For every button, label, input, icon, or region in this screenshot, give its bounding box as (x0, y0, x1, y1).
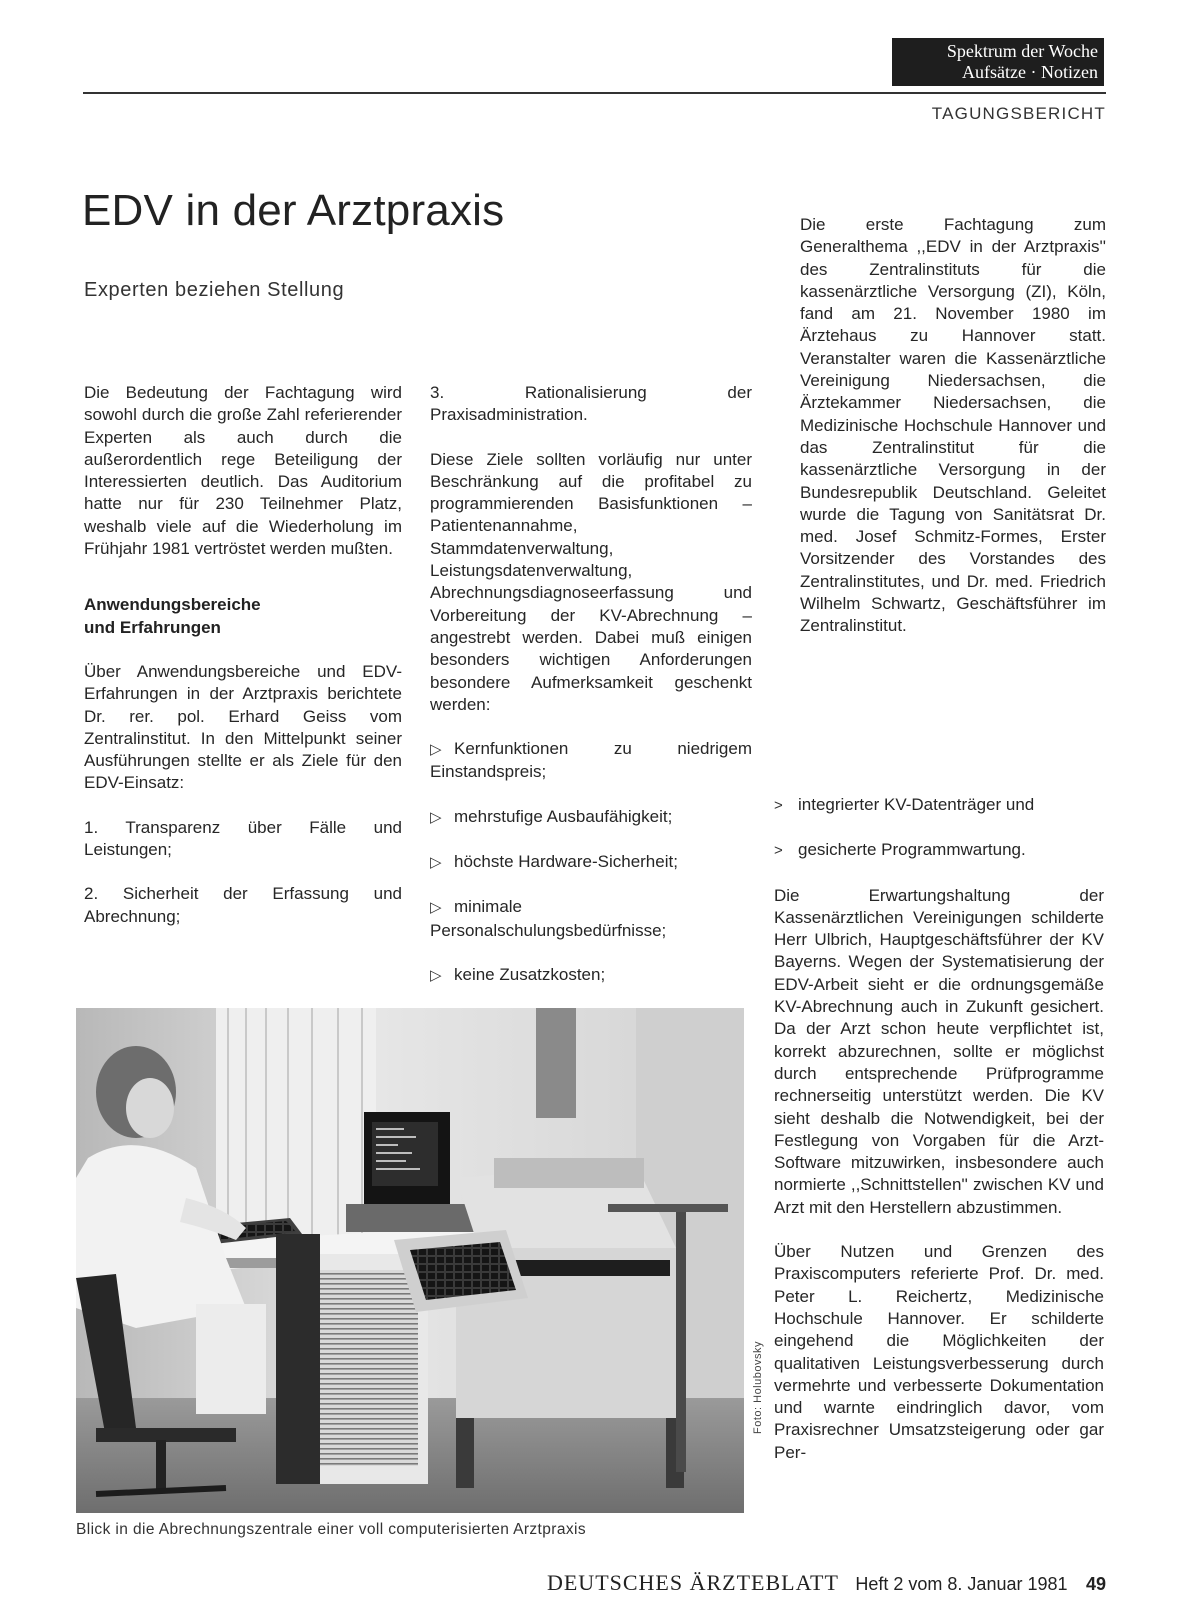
journal-name: DEUTSCHES ÄRZTEBLATT (546, 1570, 839, 1595)
section-heading-line-2: und Erfahrungen (84, 617, 221, 637)
issue-info: Heft 2 vom 8. Januar 1981 (855, 1574, 1068, 1594)
section-heading (84, 594, 402, 639)
photo-caption: Blick in die Abrechnungszentrale einer voll computerisierten Arztpraxis (76, 1521, 586, 1538)
section-badge (892, 38, 1104, 86)
office-photo (76, 1008, 744, 1513)
triangle-bullet-icon: ▷ (430, 741, 442, 759)
article-title: EDV in der Arztpraxis (82, 186, 505, 235)
page-number: 49 (1085, 1574, 1106, 1594)
triangle-bullet-icon: ▷ (430, 854, 442, 872)
text-column-1 (84, 382, 402, 928)
bullet-text: minimale Personalschulungsbedürfnisse; (430, 897, 667, 940)
bullet-item (430, 964, 752, 987)
intro-column (800, 214, 1106, 638)
paragraph: Diese Ziele sollten vorläufig nur unter Beschränkung auf die profitabel zu programmierenden Basisfunktionen – Patientenannahme, Stammdatenverwaltung, Leistungsdatenverwaltung, Abrechnungsdiagnoseerfassung und Vorbereitung der KV-Abrechnung – angestrebt werden. Dabei muß einigen besonders wichtigen Anforderungen besondere Aufmerksamkeit geschenkt werden: (430, 449, 752, 714)
bullet-item (774, 839, 1104, 862)
triangle-bullet-icon: ▷ (430, 899, 442, 917)
section-heading-line-1: Anwendungsbereiche (84, 595, 261, 615)
section-line-1: Spektrum der Woche (946, 41, 1098, 61)
header-rule (83, 92, 1106, 94)
kicker: TAGUNGSBERICHT (931, 104, 1106, 123)
bullet-text: gesicherte Programmwartung. (798, 840, 1026, 860)
chevron-bullet-icon: > (774, 797, 783, 814)
article-subtitle: Experten beziehen Stellung (84, 279, 345, 301)
bullet-item (430, 851, 752, 874)
paragraph: Die Bedeutung der Fachtagung wird sowohl durch die große Zahl referierender Experten als auch durch die außerordentlich rege Beteiligung der Interessierten deutlich. Das Auditorium hatte nur für 230 Teilnehmer Platz, weshalb viele auf die Wiederholung im Frühjahr 1981 vertröstet werden mußten. (84, 383, 402, 559)
bullet-item (430, 806, 752, 829)
bullet-text: integrierter KV-Datenträger und (798, 795, 1035, 814)
triangle-bullet-icon: ▷ (430, 808, 442, 826)
page-footer (547, 1570, 1106, 1596)
bullet-text: mehrstufige Ausbaufähigkeit; (454, 806, 673, 826)
bullet-text: keine Zusatzkosten; (454, 964, 606, 984)
intro-paragraph: Die erste Fachtagung zum Generalthema ,,EDV in der Arztpraxis'' des Zentralinstituts für die kassenärztliche Versorgung (ZI), Köln, fand am 21. November 1980 im Ärztehaus zu Hannover statt. Veranstalter waren die Kassenärztliche Vereinigung Niedersachsen, die Ärztekammer Niedersachsen, die Medizinische Hochschule Hannover und das Zentralinstitut für die kassenärztliche Versorgung in der Bundesrepublik Deutschland. Geleitet wurde die Tagung von Sanitätsrat Dr. med. Josef Schmitz-Formes, Erster Vorsitzender des Vorstandes des Zentralinstitutes, und Dr. med. Friedrich Wilhelm Schwartz, Geschäftsführer im Zentralinstitut. (800, 215, 1106, 636)
list-item: 2. Sicherheit der Erfassung und Abrechnung; (84, 884, 402, 926)
text-column-3 (774, 794, 1104, 1464)
section-line-2: Aufsätze · Notizen (962, 62, 1098, 82)
list-item: 1. Transparenz über Fälle und Leistungen; (84, 817, 402, 860)
paragraph: Über Anwendungsbereiche und EDV-Erfahrungen in der Arztpraxis berichtete Dr. rer. pol. Erhard Geiss vom Zentralinstitut. In den Mittelpunkt seiner Ausführungen stellte er als Ziele für den EDV-Einsatz: (84, 661, 402, 793)
paragraph: Die Erwartungshaltung der Kassenärztlichen Vereinigungen schilderte Herr Ulbrich, Hauptgeschäftsführer der KV Bayerns. Wegen der Systematisierung der EDV-Arbeit sieht er die ordnungsgemäße KV-Abrechnung auch in Zukunft gesichert. Da der Arzt schon heute verpflichtet ist, korrekt abzurechnen, sollte er möglichst durch entsprechende Prüfprogramme rechnerseitig unterstützt werden. Die KV sieht deshalb die Notwendigkeit, bei der Festlegung von Vorgaben für die Arzt-Software mitzuwirken, insbesondere auch normierte ,,Schnittstellen'' zwischen KV und Arzt mit den Herstellern abzustimmen. (774, 885, 1104, 1217)
photo-credit: Foto: Holubovsky (752, 1341, 764, 1434)
paragraph: Über Nutzen und Grenzen des Praxiscomputers referierte Prof. Dr. med. Peter L. Reichertz, Medizinische Hochschule Hannover. Er schilderte eingehend die Möglichkeiten der qualitativen Leistungsverbesserung durch vermehrte und verbesserte Dokumentation und warnte eindringlich davor, vom Praxisrechner Umsatzsteigerung oder gar Per- (774, 1242, 1104, 1462)
bullet-item (774, 794, 1104, 817)
office-photo-illustration (76, 1008, 744, 1513)
text-column-2 (430, 382, 752, 987)
bullet-item (430, 896, 752, 942)
bullet-item (430, 738, 752, 784)
triangle-bullet-icon: ▷ (430, 966, 442, 984)
bullet-text: Kernfunktionen zu niedrigem Einstandspreis; (430, 739, 752, 782)
bullet-text: höchste Hardware-Sicherheit; (454, 852, 678, 872)
list-item: 3. Rationalisierung der Praxisadministration. (430, 383, 752, 425)
chevron-bullet-icon: > (774, 842, 783, 860)
